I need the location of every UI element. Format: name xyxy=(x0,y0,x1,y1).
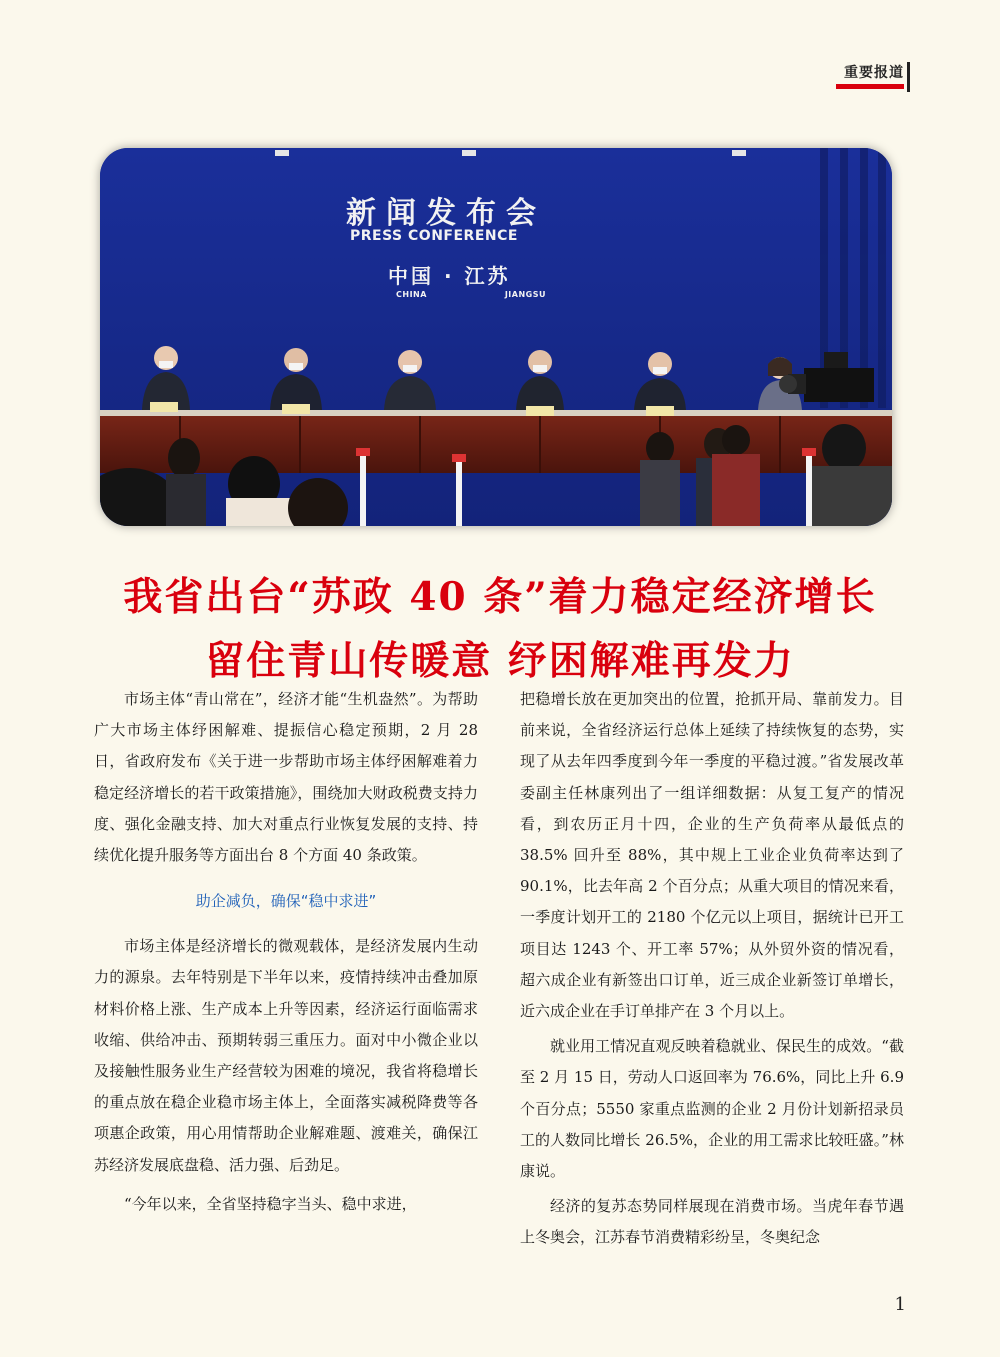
section-tag: 重要报道 xyxy=(844,65,904,81)
paragraph: “今年以来，全省坚持稳字当头、稳中求进， xyxy=(124,1194,417,1213)
paragraph: 把稳增长放在更加突出的位置，抢抓开局、靠前发力。目前来说，全省经济运行总体上延续了持续恢复的态势，实现了从去年四季度到今年一季度的平稳过渡。”省发展改革委副主任林康列出了一组详细数据：从复工复产的情况看，到农历正月十四，企业的生产负荷率从最低点的 38.5% 回升至 88%，其中规上工业企业负荷率达到了 90.1%，比去年高 2 个百分点；从重大项目的情况来看，一季度计划开工的 2180 个亿元以上项目，据统计已开工项目达 1243 个、开工率 57%；从外贸外资的情况看，超六成企业有新签出口订单，近三成企业新签订单增长，近六成企业在手订单排产在 3 个月以上。 xyxy=(520,690,904,1021)
backdrop-place-en xyxy=(396,290,546,299)
backdrop-subtitle: PRESS CONFERENCE xyxy=(350,228,518,244)
backdrop-place-en-right: JIANGSU xyxy=(504,290,546,299)
backdrop-place: 中国 · 江苏 xyxy=(388,264,511,288)
section-tag-underline xyxy=(836,84,904,89)
page-number: 1 xyxy=(894,1294,906,1315)
article-column-right xyxy=(520,684,904,1254)
paragraph: 经济的复苏态势同样展现在消费市场。当虎年春节遇上冬奥会，江苏春节消费精彩纷呈，冬奥纪念 xyxy=(520,1197,904,1247)
article-subheadline: 留住青山传暖意 纾困解难再发力 xyxy=(205,638,795,684)
section-heading: 助企减负，确保“稳中求进” xyxy=(195,892,377,911)
article-headline: 我省出台“苏政 40 条”着力稳定经济增长 xyxy=(123,574,877,620)
backdrop-place-en-left: CHINA xyxy=(396,290,427,299)
section-tag-divider xyxy=(907,62,910,92)
paragraph: 就业用工情况直观反映着稳就业、保民生的成效。“截至 2 月 15 日，劳动人口返回率为 76.6%，同比上升 6.9 个百分点；5550 家重点监测的企业 2 月份计划新招录员工的人数同比增长 26.5%，企业的用工需求比较旺盛。”林康说。 xyxy=(520,1037,904,1181)
press-conference-photo xyxy=(100,148,892,526)
backdrop-title: 新闻发布会 xyxy=(346,196,546,231)
paragraph: 市场主体“青山常在”，经济才能“生机盎然”。为帮助广大市场主体纾困解难、提振信心稳定预期，2 月 28 日，省政府发布《关于进一步帮助市场主体纾困解难着力稳定经济增长的若干政策措施》，围绕加大财政税费支持力度、强化金融支持、加大对重点行业恢复发展的支持、持续优化提升服务等方面出台 8 个方面 40 条政策。 xyxy=(94,690,478,865)
paragraph: 市场主体是经济增长的微观载体，是经济发展内生动力的源泉。去年特别是下半年以来，疫情持续冲击叠加原材料价格上涨、生产成本上升等因素，经济运行面临需求收缩、供给冲击、预期转弱三重压力。面对中小微企业以及接触性服务业生产经营较为困难的境况，我省将稳增长的重点放在稳企业稳市场主体上，全面落实减税降费等各项惠企政策，用心用情帮助企业解难题、渡难关，确保江苏经济发展底盘稳、活力强、后劲足。 xyxy=(94,937,478,1174)
article-column-left xyxy=(94,684,478,1220)
